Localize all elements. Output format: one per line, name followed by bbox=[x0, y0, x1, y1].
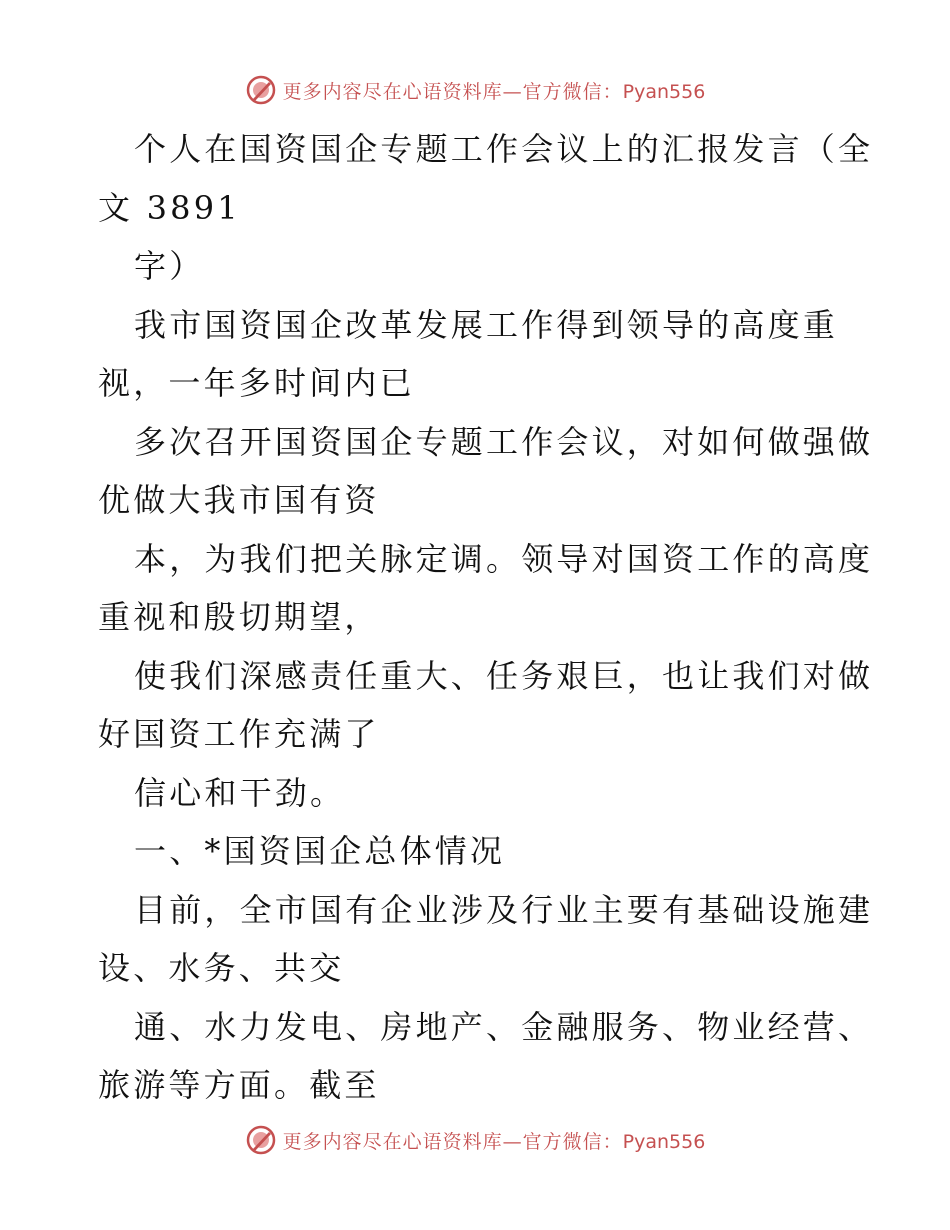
watermark-wechat-id: Pyan556 bbox=[622, 1130, 706, 1153]
pen-logo-icon bbox=[245, 1124, 277, 1156]
text-line: 通、水力发电、房地产、金融服务、物业经营、 bbox=[134, 1007, 874, 1046]
text-line: 字） bbox=[134, 247, 205, 285]
header-watermark-banner bbox=[0, 72, 950, 108]
text-line: 视，一年多时间内已 bbox=[98, 364, 415, 402]
text-line: 本，为我们把关脉定调。领导对国资工作的高度 bbox=[134, 539, 874, 578]
watermark-text bbox=[283, 1127, 706, 1154]
text-line: 目前，全市国有企业涉及行业主要有基础设施建 bbox=[134, 890, 874, 929]
text-line: 设、水务、共交 bbox=[98, 949, 345, 987]
text-line: 个人在国资国企专题工作会议上的汇报发言（全 bbox=[134, 130, 874, 168]
document-body bbox=[98, 120, 874, 1115]
text-line: 我市国资国企改革发展工作得到领导的高度重 bbox=[134, 305, 839, 344]
text-line: 优做大我市国有资 bbox=[98, 481, 380, 519]
footer-watermark-banner bbox=[0, 1122, 950, 1158]
watermark-caption: 更多内容尽在心语资料库—官方微信： bbox=[282, 80, 623, 103]
watermark-caption: 更多内容尽在心语资料库—官方微信： bbox=[282, 1130, 623, 1153]
text-line: 旅游等方面。截至 bbox=[98, 1066, 380, 1104]
text-line: 重视和殷切期望， bbox=[98, 598, 380, 636]
text-line: 使我们深感责任重大、任务艰巨，也让我们对做 bbox=[134, 656, 874, 695]
text-line: 一、*国资国企总体情况 bbox=[134, 832, 506, 870]
watermark-wechat-id: Pyan556 bbox=[622, 80, 706, 103]
text-line: 文 3891 bbox=[98, 188, 241, 227]
pen-logo-icon bbox=[245, 74, 277, 106]
text-line: 多次召开国资国企专题工作会议，对如何做强做 bbox=[134, 422, 874, 461]
text-line: 好国资工作充满了 bbox=[98, 715, 380, 753]
text-line: 信心和干劲。 bbox=[134, 773, 346, 812]
watermark-text bbox=[283, 77, 706, 104]
